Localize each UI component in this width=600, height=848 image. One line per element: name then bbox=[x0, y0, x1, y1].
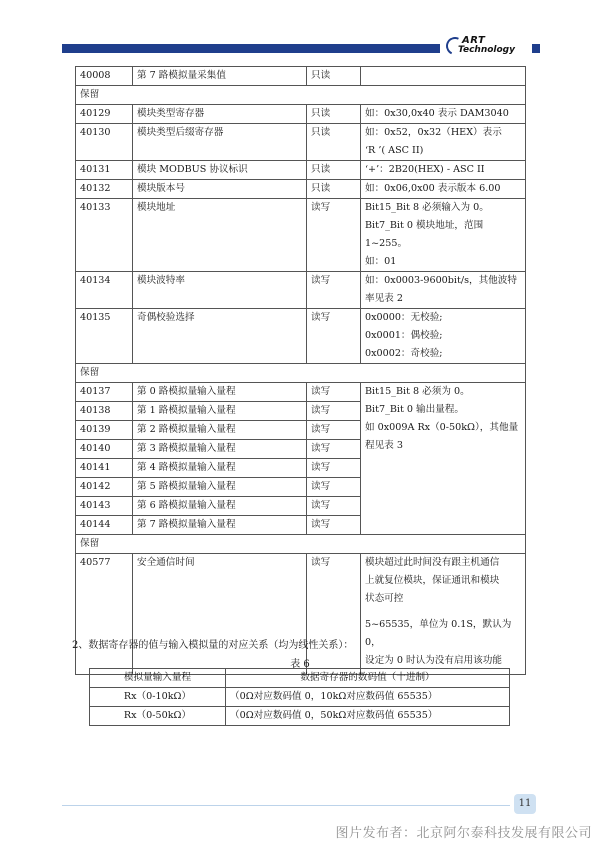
table-row-reserved bbox=[76, 535, 526, 554]
desc-cell bbox=[361, 272, 526, 309]
addr-cell: 40135 bbox=[76, 309, 133, 364]
name-cell: 第 4 路模拟量输入量程 bbox=[133, 459, 307, 478]
table-row bbox=[76, 272, 526, 309]
table-row bbox=[76, 105, 526, 124]
value-cell: （0Ω对应数码值 0，50kΩ对应数码值 65535） bbox=[226, 707, 510, 726]
rw-cell: 读写 bbox=[307, 309, 361, 364]
desc-line: 设定为 0 时认为没有启用该功能 bbox=[365, 655, 502, 666]
addr-cell: 40143 bbox=[76, 497, 133, 516]
addr-cell: 40129 bbox=[76, 105, 133, 124]
value-cell: （0Ω对应数码值 0，10kΩ对应数码值 65535） bbox=[226, 688, 510, 707]
desc-line: 上就复位模块，保证通讯和模块 bbox=[365, 575, 500, 586]
logo-line1: ART bbox=[462, 35, 486, 46]
addr-cell: 40577 bbox=[76, 554, 133, 675]
name-cell: 第 5 路模拟量输入量程 bbox=[133, 478, 307, 497]
name-cell: 安全通信时间 bbox=[133, 554, 307, 675]
rw-cell: 读写 bbox=[307, 497, 361, 516]
desc-line: 状态可控 bbox=[365, 593, 404, 604]
desc-cell bbox=[361, 309, 526, 364]
page-number: 11 bbox=[514, 794, 536, 814]
table-row bbox=[76, 383, 526, 402]
desc-cell: ‘+’：2B20(HEX) - ASC II bbox=[361, 161, 526, 180]
name-cell: 第 7 路模拟量输入量程 bbox=[133, 516, 307, 535]
name-cell: 第 7 路模拟量采集值 bbox=[133, 67, 307, 86]
addr-cell: 40008 bbox=[76, 67, 133, 86]
desc-line: 5~65535，单位为 0.1S，默认为 0， bbox=[365, 619, 512, 648]
desc-gap bbox=[365, 608, 525, 616]
rw-cell: 读写 bbox=[307, 478, 361, 497]
company-logo bbox=[446, 33, 532, 59]
desc-line: 如：0x52，0x32（HEX）表示 bbox=[365, 127, 502, 138]
desc-cell bbox=[361, 199, 526, 272]
table-row bbox=[76, 124, 526, 161]
addr-cell: 40130 bbox=[76, 124, 133, 161]
addr-cell: 40134 bbox=[76, 272, 133, 309]
table-row-reserved bbox=[76, 364, 526, 383]
addr-cell: 40139 bbox=[76, 421, 133, 440]
desc-line: Bit15_Bit 8 必须为 0。 bbox=[365, 386, 470, 397]
table6-title: 表 6 bbox=[290, 659, 310, 670]
name-cell: 第 2 路模拟量输入量程 bbox=[133, 421, 307, 440]
rw-cell: 读写 bbox=[307, 383, 361, 402]
name-cell: 模块类型寄存器 bbox=[133, 105, 307, 124]
rw-cell: 读写 bbox=[307, 272, 361, 309]
desc-line: 0x0000：无校验; bbox=[365, 312, 443, 323]
table-row bbox=[76, 180, 526, 199]
desc-line: Bit15_Bit 8 必须输入为 0。 bbox=[365, 202, 489, 213]
rw-cell: 只读 bbox=[307, 105, 361, 124]
name-cell: 第 6 路模拟量输入量程 bbox=[133, 497, 307, 516]
addr-cell: 40138 bbox=[76, 402, 133, 421]
rw-cell: 读写 bbox=[307, 554, 361, 675]
table-row bbox=[76, 67, 526, 86]
desc-line: 0x0001：偶校验; bbox=[365, 330, 443, 341]
table6-head-range: 模拟量输入量程 bbox=[90, 669, 226, 688]
addr-cell: 40132 bbox=[76, 180, 133, 199]
desc-cell: 如：0x30,0x40 表示 DAM3040 bbox=[361, 105, 526, 124]
rw-cell: 读写 bbox=[307, 421, 361, 440]
desc-cell bbox=[361, 124, 526, 161]
table-row bbox=[90, 688, 510, 707]
desc-line: 如：0x0003-9600bit/s，其他波特 bbox=[365, 275, 517, 286]
range-desc-cell bbox=[361, 383, 526, 535]
register-table bbox=[75, 66, 526, 675]
name-cell: 第 1 路模拟量输入量程 bbox=[133, 402, 307, 421]
reserved-cell: 保留 bbox=[76, 535, 526, 554]
desc-line: ‘R ’( ASC II) bbox=[365, 145, 424, 156]
table6-header-row bbox=[90, 669, 510, 688]
addr-cell: 40142 bbox=[76, 478, 133, 497]
rw-cell: 读写 bbox=[307, 402, 361, 421]
desc-line: 如 0x009A Rx（0-50kΩ），其他量 bbox=[365, 422, 519, 433]
name-cell: 模块版本号 bbox=[133, 180, 307, 199]
addr-cell: 40131 bbox=[76, 161, 133, 180]
name-cell: 模块地址 bbox=[133, 199, 307, 272]
table-row bbox=[76, 199, 526, 272]
addr-cell: 40144 bbox=[76, 516, 133, 535]
rw-cell: 只读 bbox=[307, 67, 361, 86]
desc-line: 0x0002：奇校验; bbox=[365, 348, 443, 359]
name-cell: 第 0 路模拟量输入量程 bbox=[133, 383, 307, 402]
publisher-watermark: 图片发布者：北京阿尔泰科技发展有限公司 bbox=[335, 826, 592, 841]
name-cell: 奇偶校验选择 bbox=[133, 309, 307, 364]
table-row bbox=[76, 309, 526, 364]
table-row bbox=[90, 707, 510, 726]
name-cell: 模块 MODBUS 协议标识 bbox=[133, 161, 307, 180]
header-square bbox=[532, 44, 540, 53]
desc-cell bbox=[361, 67, 526, 86]
table-row-reserved bbox=[76, 86, 526, 105]
rw-cell: 只读 bbox=[307, 180, 361, 199]
desc-line: Bit7_Bit 0 输出量程。 bbox=[365, 404, 465, 415]
desc-line: Bit7_Bit 0 模块地址，范围 1~255。 bbox=[365, 220, 484, 249]
table6-head-value: 数据寄存器的数码值（十进制） bbox=[226, 669, 510, 688]
table-row bbox=[76, 161, 526, 180]
reserved-cell: 保留 bbox=[76, 86, 526, 105]
range-cell: Rx（0-10kΩ） bbox=[90, 688, 226, 707]
rw-cell: 只读 bbox=[307, 124, 361, 161]
rw-cell: 读写 bbox=[307, 459, 361, 478]
logo-line2: Technology bbox=[458, 45, 515, 55]
addr-cell: 40137 bbox=[76, 383, 133, 402]
desc-line: 如：01 bbox=[365, 256, 397, 267]
header-bar bbox=[62, 44, 440, 53]
desc-line: 率见表 2 bbox=[365, 293, 403, 304]
desc-line: 模块超过此时间没有跟主机通信 bbox=[365, 557, 500, 568]
addr-cell: 40141 bbox=[76, 459, 133, 478]
rw-cell: 读写 bbox=[307, 440, 361, 459]
footer-line bbox=[62, 805, 510, 806]
table6 bbox=[89, 668, 510, 726]
addr-cell: 40133 bbox=[76, 199, 133, 272]
rw-cell: 只读 bbox=[307, 161, 361, 180]
reserved-cell: 保留 bbox=[76, 364, 526, 383]
rw-cell: 读写 bbox=[307, 516, 361, 535]
name-cell: 模块波特率 bbox=[133, 272, 307, 309]
addr-cell: 40140 bbox=[76, 440, 133, 459]
section-heading: 2、数据寄存器的值与输入模拟量的对应关系（均为线性关系）： bbox=[72, 640, 354, 651]
desc-cell: 如：0x06,0x00 表示版本 6.00 bbox=[361, 180, 526, 199]
name-cell: 第 3 路模拟量输入量程 bbox=[133, 440, 307, 459]
range-cell: Rx（0-50kΩ） bbox=[90, 707, 226, 726]
desc-line: 程见表 3 bbox=[365, 440, 403, 451]
rw-cell: 读写 bbox=[307, 199, 361, 272]
name-cell: 模块类型后缀寄存器 bbox=[133, 124, 307, 161]
